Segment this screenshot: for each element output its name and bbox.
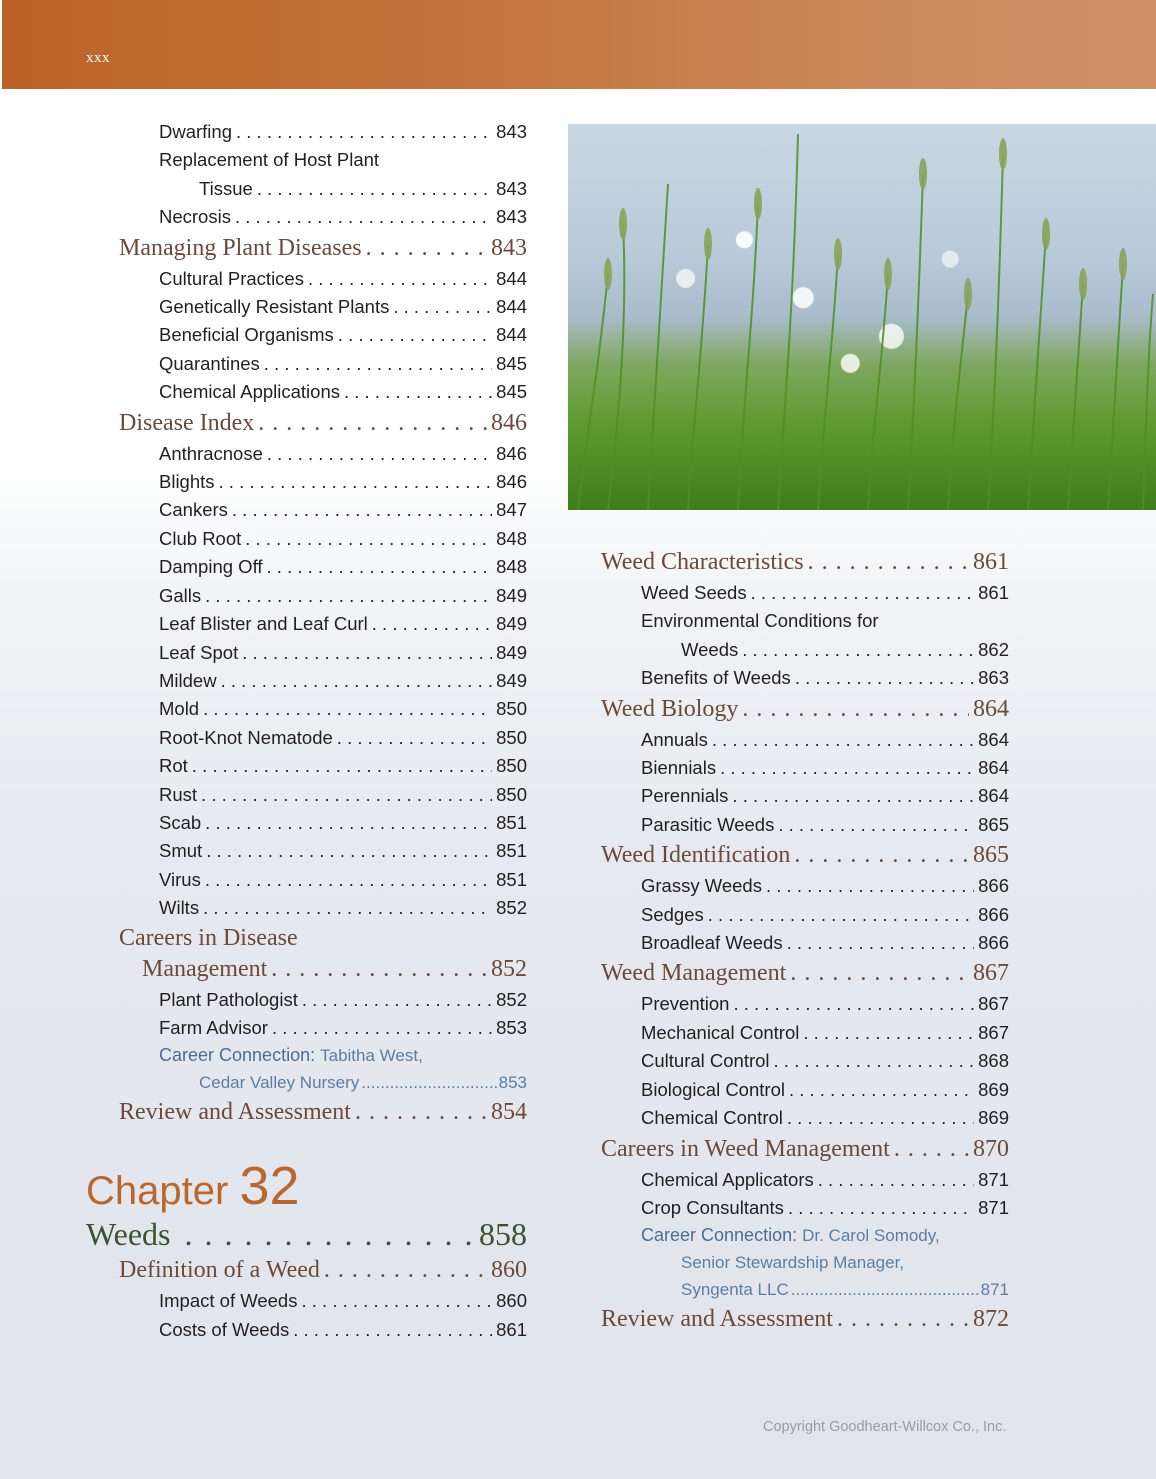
leader-dots <box>795 664 974 692</box>
leader-dots <box>708 901 974 929</box>
toc-entry[interactable]: Club Root . . . 848 <box>86 525 527 553</box>
leader-dots <box>235 203 492 231</box>
leader-dots <box>393 293 492 321</box>
toc-section[interactable]: Definition of a Weed . . . 860 <box>86 1254 527 1287</box>
toc-entry[interactable]: Costs of Weeds . . . 861 <box>86 1316 527 1344</box>
leader-dots <box>788 1194 974 1222</box>
leader-dots <box>774 1047 975 1075</box>
toc-entry[interactable]: Mildew . . . 849 <box>86 667 527 695</box>
toc-entry-line1[interactable]: Replacement of Host Plant <box>159 149 380 171</box>
toc-entry[interactable]: Galls . . . 849 <box>86 582 527 610</box>
leader-dots <box>894 1133 969 1166</box>
toc-left-column <box>86 118 527 1344</box>
leader-dots <box>206 837 492 865</box>
toc-entry[interactable]: Beneficial Organisms . . . 844 <box>86 321 527 349</box>
toc-entry[interactable]: Crop Consultants . . . 871 <box>601 1194 1009 1222</box>
leader-dots <box>264 350 492 378</box>
leader-dots <box>344 378 492 406</box>
leader-dots <box>324 1254 487 1287</box>
leader-dots <box>778 811 974 839</box>
toc-entry[interactable]: Mechanical Control . . . 867 <box>601 1019 1009 1047</box>
grass-illustration-icon <box>568 124 1156 510</box>
leader-dots <box>733 990 974 1018</box>
leader-dots <box>803 1019 974 1047</box>
toc-entry[interactable]: Sedges . . . 866 <box>601 901 1009 929</box>
leader-dots <box>720 754 974 782</box>
toc-entry[interactable]: Mold . . . 850 <box>86 695 527 723</box>
leader-dots <box>818 1166 974 1194</box>
leader-dots <box>787 1104 974 1132</box>
leader-dots <box>271 953 487 986</box>
career-connection-link[interactable] <box>601 1222 1009 1249</box>
toc-entry[interactable]: Benefits of Weeds . . . 863 <box>601 664 1009 692</box>
leader-dots <box>245 525 492 553</box>
leader-dots <box>338 321 492 349</box>
leader-dots <box>203 894 492 922</box>
leader-dots <box>272 1014 492 1042</box>
leader-dots <box>766 872 974 900</box>
toc-entry[interactable]: Weeds . . . 862 <box>601 636 1009 664</box>
toc-entry[interactable]: Prevention . . . 867 <box>601 990 1009 1018</box>
toc-entry[interactable]: Virus . . . 851 <box>86 866 527 894</box>
toc-entry[interactable]: Rust . . . 850 <box>86 781 527 809</box>
leader-dots <box>742 693 969 726</box>
leader-dots <box>794 839 969 872</box>
toc-section[interactable]: Review and Assessment . . . 872 <box>601 1303 1009 1336</box>
leader-dots <box>790 957 969 990</box>
toc-entry[interactable]: Leaf Blister and Leaf Curl . . . 849 <box>86 610 527 638</box>
career-connection-label: Career Connection: <box>641 1225 798 1246</box>
career-connection-link[interactable]: Syngenta LLC ..... 871 <box>601 1276 1009 1303</box>
toc-entry[interactable]: Rot . . . 850 <box>86 752 527 780</box>
career-connection-label: Career Connection: <box>159 1045 316 1066</box>
toc-section[interactable]: Disease Index . . . 846 <box>86 407 527 440</box>
leader-dots <box>337 724 492 752</box>
toc-section[interactable]: Management . . . 852 <box>86 953 527 986</box>
leader-dots <box>267 440 492 468</box>
career-connection-link[interactable] <box>86 1042 527 1069</box>
page-header-band <box>2 0 1156 89</box>
leader-dots <box>219 468 493 496</box>
toc-entry[interactable]: Perennials . . . 864 <box>601 782 1009 810</box>
leader-dots <box>372 610 492 638</box>
toc-entry[interactable]: Biological Control . . . 869 <box>601 1076 1009 1104</box>
career-connection-name: Tabitha West, <box>320 1046 423 1066</box>
toc-entry[interactable]: Farm Advisor . . . 853 <box>86 1014 527 1042</box>
toc-section[interactable]: Review and Assessment . . . 854 <box>86 1096 527 1129</box>
toc-entry[interactable]: Weed Seeds . . . 861 <box>601 579 1009 607</box>
leader-dots <box>205 809 492 837</box>
toc-entry[interactable]: Cankers . . . 847 <box>86 496 527 524</box>
toc-section[interactable]: Weed Identification . . . 865 <box>601 839 1009 872</box>
toc-entry[interactable]: Anthracnose . . . 846 <box>86 440 527 468</box>
toc-entry[interactable]: Wilts . . . 852 <box>86 894 527 922</box>
leader-dots <box>258 407 487 440</box>
toc-entry-line1[interactable]: Environmental Conditions for <box>641 610 879 632</box>
toc-entry[interactable]: Necrosis . . . 843 <box>86 203 527 231</box>
toc-section[interactable]: Weed Management . . . 867 <box>601 957 1009 990</box>
leader-dots <box>712 726 974 754</box>
leader-dots <box>808 546 969 579</box>
toc-entry[interactable]: Blights . . . 846 <box>86 468 527 496</box>
career-connection-link[interactable]: Cedar Valley Nursery ..... 853 <box>86 1069 527 1096</box>
toc-entry[interactable]: Impact of Weeds . . . 860 <box>86 1287 527 1315</box>
leader-dots <box>301 1287 492 1315</box>
leader-dots <box>361 1069 496 1096</box>
leader-dots <box>308 265 492 293</box>
leader-dots <box>205 866 492 894</box>
toc-entry[interactable]: Tissue . . . 843 <box>86 175 527 203</box>
career-connection-title[interactable]: Senior Stewardship Manager, <box>681 1253 905 1273</box>
leader-dots <box>293 1316 492 1344</box>
leader-dots <box>185 1214 476 1254</box>
toc-section[interactable]: Managing Plant Diseases . . . 843 <box>86 232 527 265</box>
toc-entry[interactable]: Dwarfing . . . 843 <box>86 118 527 146</box>
leader-dots <box>236 118 492 146</box>
leader-dots <box>742 636 974 664</box>
leader-dots <box>302 986 492 1014</box>
toc-entry[interactable]: Plant Pathologist . . . 852 <box>86 986 527 1014</box>
leader-dots <box>732 782 974 810</box>
toc-section[interactable]: Careers in Weed Management . . . 870 <box>601 1133 1009 1166</box>
toc-entry[interactable]: Genetically Resistant Plants . . . 844 <box>86 293 527 321</box>
toc-entry[interactable]: Annuals . . . 864 <box>601 726 1009 754</box>
toc-section-line1[interactable]: Careers in Disease <box>119 924 298 951</box>
toc-entry[interactable]: Chemical Applicators . . . 871 <box>601 1166 1009 1194</box>
toc-right-column <box>601 546 1009 1336</box>
chapter-label: Chapter 32 <box>86 1156 300 1217</box>
leader-dots <box>789 1076 974 1104</box>
leader-dots <box>201 781 492 809</box>
leader-dots <box>232 496 492 524</box>
leader-dots <box>787 929 975 957</box>
toc-entry[interactable]: Damping Off . . . 848 <box>86 553 527 581</box>
leader-dots <box>242 639 492 667</box>
toc-section[interactable]: Weed Characteristics . . . 861 <box>601 546 1009 579</box>
toc-entry[interactable]: Quarantines . . . 845 <box>86 350 527 378</box>
chapter-number: 32 <box>239 1156 300 1217</box>
toc-entry[interactable]: Cultural Control . . . 868 <box>601 1047 1009 1075</box>
toc-entry[interactable]: Scab . . . 851 <box>86 809 527 837</box>
toc-entry[interactable]: Biennials . . . 864 <box>601 754 1009 782</box>
leader-dots <box>791 1276 979 1303</box>
leader-dots <box>257 175 492 203</box>
leader-dots <box>205 582 492 610</box>
leader-dots <box>203 695 492 723</box>
page-number: xxx <box>86 50 110 66</box>
leader-dots <box>366 232 487 265</box>
toc-entry[interactable]: Chemical Control . . . 869 <box>601 1104 1009 1132</box>
toc-entry[interactable]: Cultural Practices . . . 844 <box>86 265 527 293</box>
leader-dots <box>355 1096 487 1129</box>
toc-entry[interactable]: Broadleaf Weeds . . . 866 <box>601 929 1009 957</box>
toc-entry[interactable]: Parasitic Weeds . . . 865 <box>601 811 1009 839</box>
leader-dots <box>221 667 493 695</box>
leader-dots <box>837 1303 969 1336</box>
career-connection-name: Dr. Carol Somody, <box>802 1226 940 1246</box>
leader-dots <box>267 553 493 581</box>
toc-entry[interactable]: Smut . . . 851 <box>86 837 527 865</box>
leader-dots <box>192 752 492 780</box>
toc-entry[interactable]: Grassy Weeds . . . 866 <box>601 872 1009 900</box>
grass-photo <box>568 124 1156 510</box>
leader-dots <box>751 579 975 607</box>
toc-entry[interactable]: Leaf Spot . . . 849 <box>86 639 527 667</box>
toc-section[interactable]: Weed Biology . . . 864 <box>601 693 1009 726</box>
copyright-notice: Copyright Goodheart-Willcox Co., Inc. <box>763 1419 1007 1435</box>
toc-entry[interactable]: Root-Knot Nematode . . . 850 <box>86 724 527 752</box>
chapter-title[interactable]: Weeds . . . 858 <box>86 1214 527 1254</box>
toc-entry[interactable]: Chemical Applications . . . 845 <box>86 378 527 406</box>
